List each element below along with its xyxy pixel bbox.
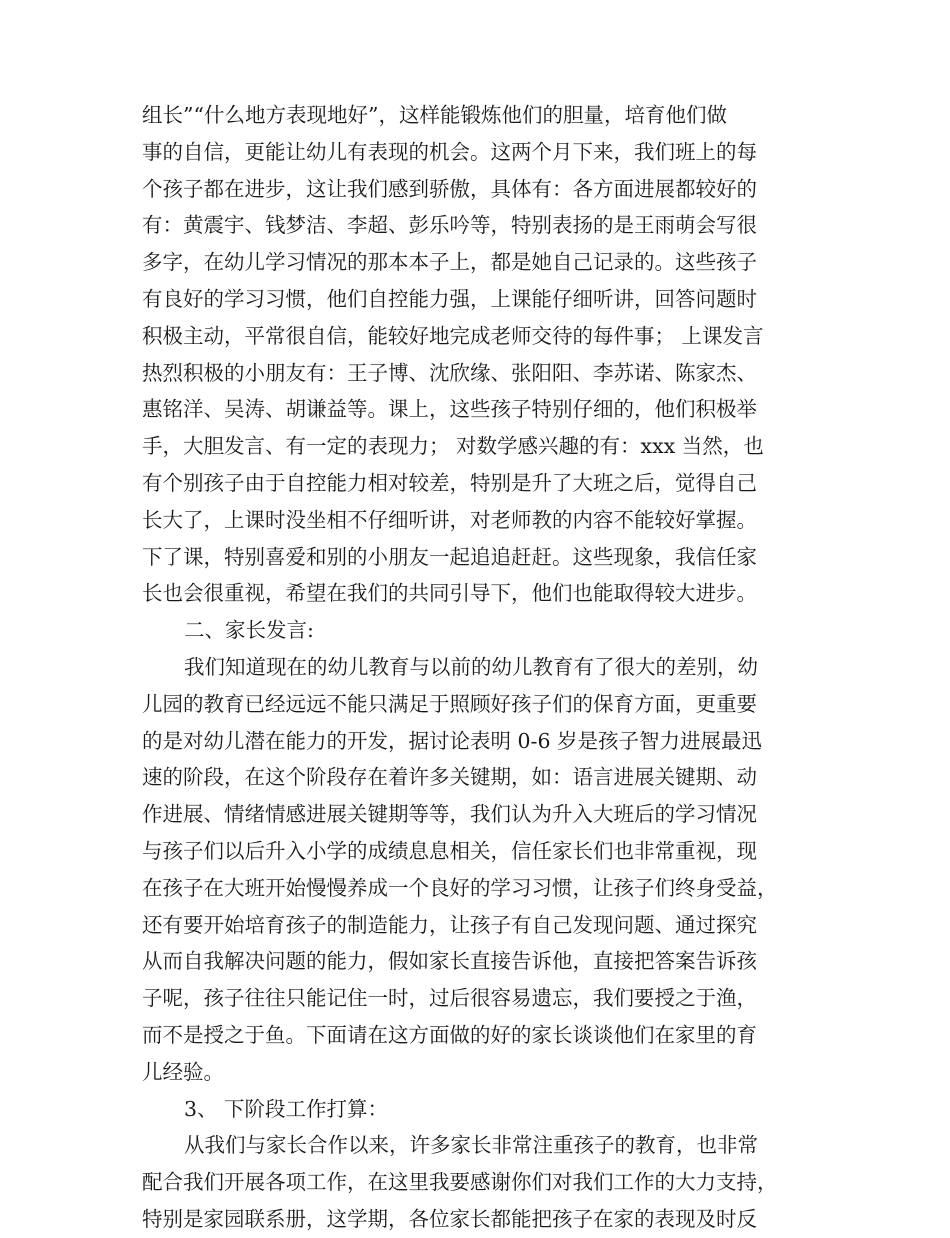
text-line: 有个别孩子由于自控能力相对较差，特别是升了大班之后，觉得自己 xyxy=(142,470,757,495)
text-line: 我们知道现在的幼儿教育与以前的幼儿教育有了很大的差别，幼 xyxy=(184,654,758,679)
text-line: 作进展、情绪情感进展关键期等等，我们认为升入大班后的学习情况 xyxy=(142,802,757,827)
text-line: 特别是家园联系册，这学期，各位家长都能把孩子在家的表现及时反 xyxy=(142,1206,757,1231)
text-line: 有：黄震宇、钱梦洁、李超、彭乐吟等，特别表扬的是王雨萌会写很 xyxy=(142,213,757,238)
text-line: 3、 下阶段工作打算： xyxy=(184,1096,389,1121)
text-line: 还有要开始培育孩子的制造能力，让孩子有自己发现问题、通过探究 xyxy=(142,912,757,937)
text-line: 子呢，孩子往往只能记住一时，过后很容易遗忘，我们要授之于渔， xyxy=(142,986,757,1011)
text-line: 多字，在幼儿学习情况的那本本子上，都是她自己记录的。这些孩子 xyxy=(142,250,757,275)
text-line: 与孩子们以后升入小学的成绩息息相关，信任家长们也非常重视，现 xyxy=(142,838,757,863)
text-line: 手，大胆发言、有一定的表现力； 对数学感兴趣的有：xxx 当然，也 xyxy=(142,434,764,459)
text-line: 儿园的教育已经远远不能只满足于照顾好孩子们的保育方面，更重要 xyxy=(142,691,757,716)
text-line: 二、家长发言: xyxy=(184,618,314,643)
text-line: 长大了，上课时没坐相不仔细听讲，对老师教的内容不能较好掌握。 xyxy=(142,507,757,532)
text-line: 下了课，特别喜爱和别的小朋友一起追追赶赶。这些现象，我信任家 xyxy=(142,544,757,569)
text-line: 从我们与家长合作以来，许多家长非常注重孩子的教育，也非常 xyxy=(184,1133,758,1158)
text-line: 的是对幼儿潜在能力的开发，据讨论表明 0-6 岁是孩子智力进展最迅 xyxy=(142,728,763,753)
text-line: 有良好的学习习惯，他们自控能力强，上课能仔细听讲，回答问题时 xyxy=(142,286,757,311)
document-body xyxy=(142,97,812,1238)
text-line: 组长”“什么地方表现地好”，这样能锻炼他们的胆量，培育他们做 xyxy=(142,103,727,127)
text-line: 在孩子在大班开始慢慢养成一个良好的学习习惯，让孩子们终身受益， xyxy=(142,875,778,900)
text-line: 从而自我解决问题的能力，假如家长直接告诉他，直接把答案告诉孩 xyxy=(142,949,757,974)
text-line: 积极主动，平常很自信，能较好地完成老师交待的每件事； 上课发言 xyxy=(142,323,764,348)
text-line: 而不是授之于鱼。下面请在这方面做的好的家长谈谈他们在家里的育 xyxy=(142,1022,757,1047)
text-line: 速的阶段，在这个阶段存在着许多关键期，如：语言进展关键期、动 xyxy=(142,765,757,790)
text-line: 个孩子都在进步，这让我们感到骄傲，具体有：各方面进展都较好的 xyxy=(142,176,757,201)
text-line: 配合我们开展各项工作，在这里我要感谢你们对我们工作的大力支持， xyxy=(142,1170,778,1195)
text-line: 长也会很重视，希望在我们的共同引导下，他们也能取得较大进步。 xyxy=(142,581,757,606)
text-line: 惠铭洋、吴涛、胡谦益等。课上，这些孩子特别仔细的，他们积极举 xyxy=(142,397,757,422)
text-line: 事的自信，更能让幼儿有表现的机会。这两个月下来，我们班上的每 xyxy=(142,139,757,164)
text-line: 热烈积极的小朋友有：王子博、沈欣缘、张阳阳、李苏诺、陈家杰、 xyxy=(142,360,757,385)
text-line: 儿经验。 xyxy=(142,1059,224,1084)
